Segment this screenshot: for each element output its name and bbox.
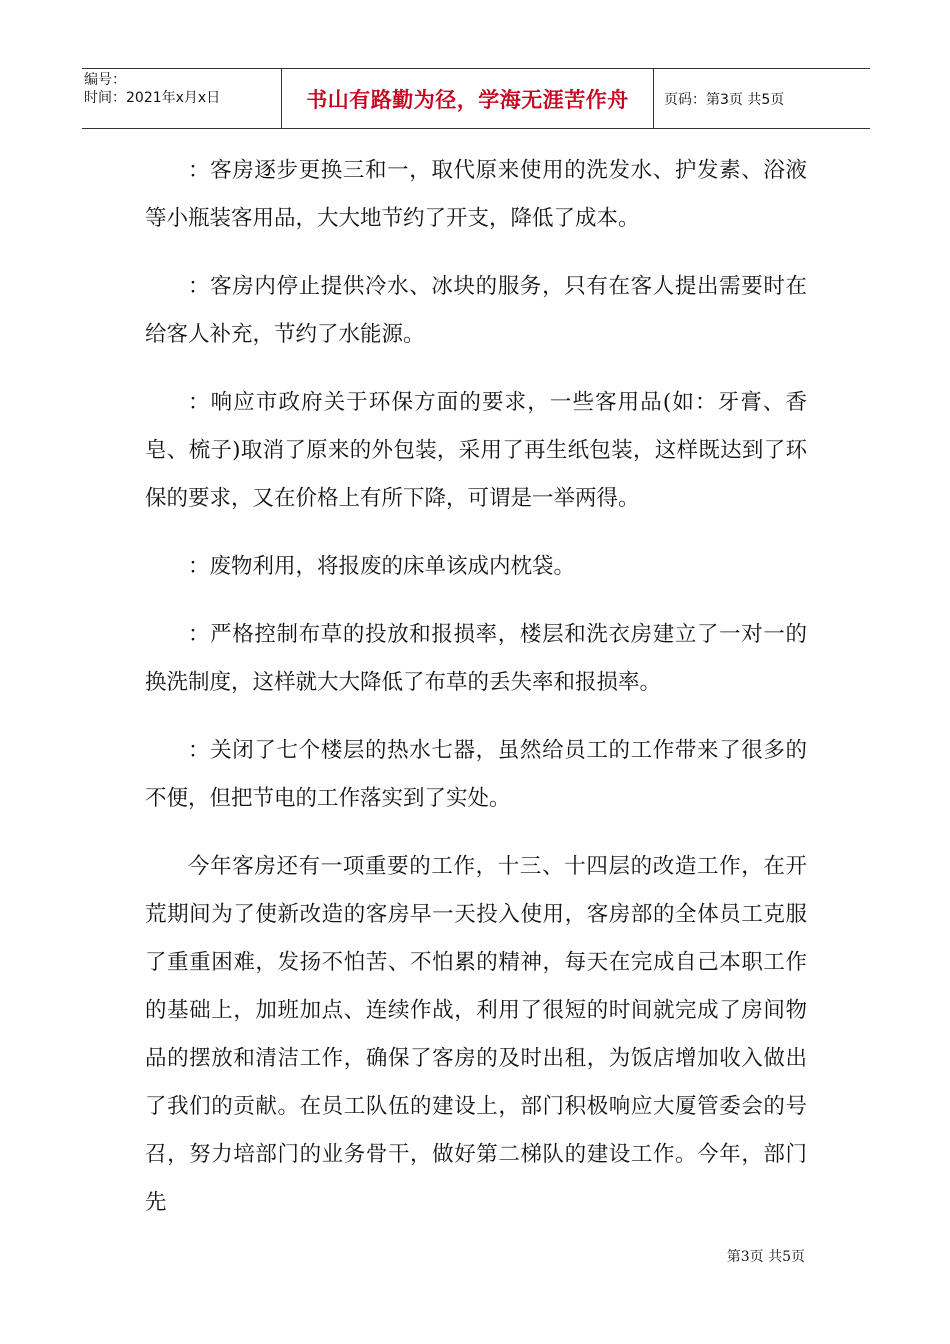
document-header — [82, 68, 870, 129]
paragraph: ：严格控制布草的投放和报损率，楼层和洗衣房建立了一对一的换洗制度，这样就大大降低了布草的丢失率和报损率。 — [145, 622, 807, 695]
document-body — [145, 147, 807, 1227]
header-meta-cell — [82, 69, 282, 128]
paragraph: ：废物利用，将报废的床单该成内枕袋。 — [188, 554, 576, 579]
header-page-cell — [654, 69, 870, 128]
paragraph: 今年客房还有一项重要的工作，十三、十四层的改造工作，在开荒期间为了使新改造的客房早一天投入使用，客房部的全体员工克服了重重困难，发扬不怕苦、不怕累的精神，每天在完成自己本职工作的基础上，加班加点、连续作战，利用了很短的时间就完成了房间物品的摆放和清洁工作，确保了客房的及时出租，为饭店增加收入做出了我们的贡献。在员工队伍的建设上，部门积极响应大厦管委会的号召，努力培部门的业务骨干，做好第二梯队的建设工作。今年，部门先 — [145, 854, 807, 1215]
page-footer — [727, 1246, 805, 1266]
header-page-info: 页码：第3页 共5页 — [664, 91, 785, 108]
paragraph: ：响应市政府关于环保方面的要求，一些客用品(如：牙膏、香皂、梳子)取消了原来的外包装，采用了再生纸包装，这样既达到了环保的要求，又在价格上有所下降，可谓是一举两得。 — [145, 390, 807, 511]
paragraph: ：客房内停止提供冷水、冰块的服务，只有在客人提出需要时在给客人补充，节约了水能源。 — [145, 274, 807, 347]
paragraph: ：关闭了七个楼层的热水七器，虽然给员工的工作带来了很多的不便，但把节电的工作落实到了实处。 — [145, 738, 807, 811]
header-motto-cell — [282, 69, 654, 128]
paragraph: ：客房逐步更换三和一，取代原来使用的洗发水、护发素、浴液等小瓶装客用品，大大地节约了开支，降低了成本。 — [145, 158, 807, 231]
footer-page-number: 第3页 共5页 — [726, 1249, 805, 1265]
document-date: 时间：2021年x月x日 — [84, 90, 221, 106]
document-number-label: 编号： — [84, 72, 126, 88]
header-motto: 书山有路勤为径，学海无涯苦作舟 — [306, 87, 629, 112]
